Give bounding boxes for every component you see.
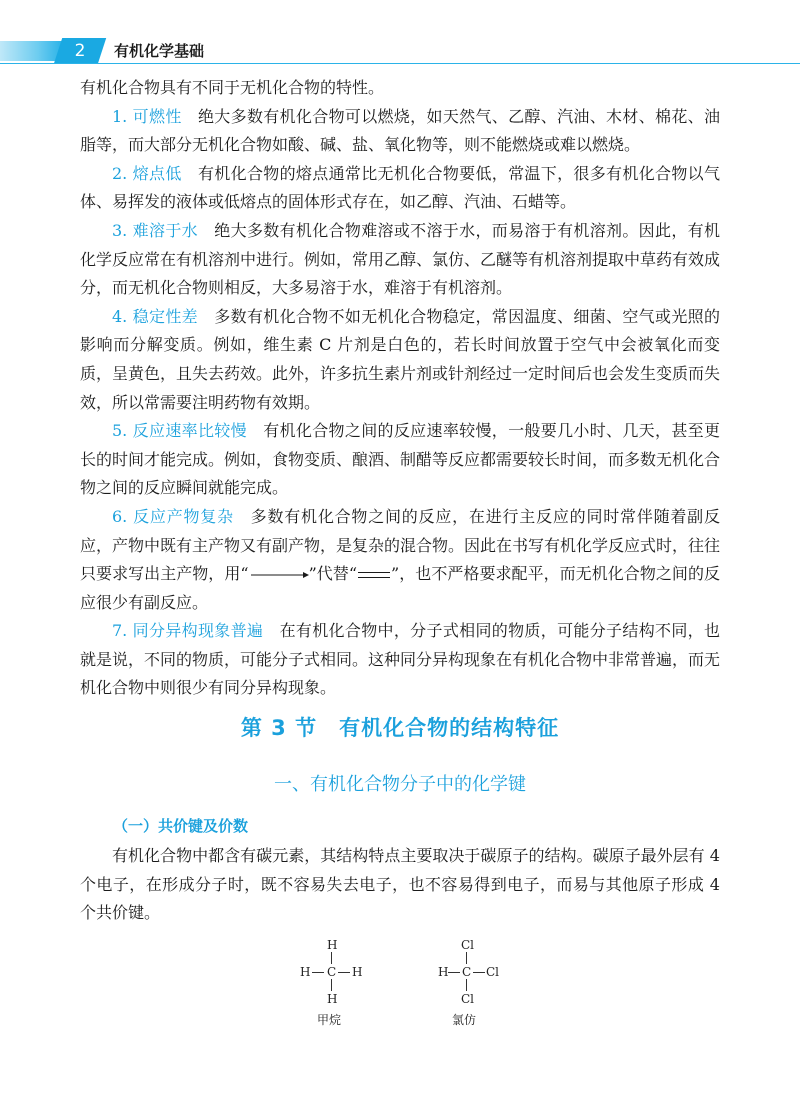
- property-label: 1. 可燃性: [112, 106, 182, 126]
- atom-right: H: [352, 965, 363, 979]
- intro-paragraph: 有机化合物具有不同于无机化合物的特性。: [80, 78, 385, 97]
- book-title: 有机化学基础: [114, 42, 205, 60]
- reaction-arrow-icon: [249, 568, 309, 582]
- page-number-badge: [54, 38, 106, 64]
- atom-bottom: H: [327, 992, 338, 1006]
- bond-line: [448, 972, 460, 973]
- property-label: 4. 稳定性差: [112, 306, 198, 326]
- page-header: [0, 38, 800, 66]
- bond-line: [466, 952, 467, 964]
- property-text: 在有机化合物中，分子式相同的物质，可能分子结构不同，也就是说，不同的物质，可能分子式相同。这种同分异构现象在有机化合物中非常普遍，而无机化合物中则很少有同分异构现象。: [80, 621, 721, 698]
- equals-sign-icon: [357, 570, 391, 580]
- property-paragraph: [80, 617, 720, 703]
- property-paragraph: [80, 160, 720, 217]
- atom-top: H: [327, 938, 338, 952]
- property-label: 3. 难溶于水: [112, 220, 198, 240]
- atom-top: Cl: [461, 938, 475, 952]
- subsection-title: 一、有机化合物分子中的化学键: [274, 774, 526, 795]
- subsubsection-title: （一）共价键及价数: [113, 817, 249, 835]
- atom-left: H: [438, 965, 449, 979]
- atom-left: H: [300, 965, 311, 979]
- methane-structure: [298, 938, 368, 1008]
- chloroform-caption: 氯仿: [452, 1013, 477, 1027]
- header-accent-bar: [0, 41, 62, 61]
- property-text: 多数有机化合物不如无机化合物稳定，常因温度、细菌、空气或光照的影响而分解变质。例如，维生素 C 片剂是白色的，若长时间放置于空气中会被氧化而变质，呈黄色，且失去药效。此外，许多抗生素片剂或针剂经过一定时间后也会发生变质而失效，所以常需要注明药物有效期。: [80, 306, 721, 412]
- properties-section: [80, 74, 720, 703]
- body-paragraph: [80, 842, 720, 928]
- property-paragraph: [80, 503, 720, 617]
- bond-line: [331, 952, 332, 964]
- property-label: 6. 反应产物复杂: [112, 506, 234, 526]
- atom-bottom: Cl: [461, 992, 475, 1006]
- chloroform-structure: [436, 938, 516, 1008]
- property-text: 绝大多数有机化合物难溶或不溶于水，而易溶于有机溶剂。因此，有机化学反应常在有机溶剂中进行。例如，常用乙醇、氯仿、乙醚等有机溶剂提取中草药有效成分，而无机化合物则相反，大多易溶于水，难溶于有机溶剂。: [80, 220, 721, 298]
- property-paragraph: [80, 417, 720, 503]
- property-paragraph: [80, 103, 720, 160]
- methane-caption: 甲烷: [317, 1013, 342, 1027]
- property-paragraph: [80, 303, 720, 417]
- atom-center: C: [462, 965, 472, 979]
- page-number: 2: [74, 41, 86, 61]
- bond-line: [466, 979, 467, 991]
- bond-line: [312, 972, 324, 973]
- header-rule: [0, 63, 800, 64]
- property-text: 有机化合物的熔点通常比无机化合物要低，常温下，很多有机化合物以气体、易挥发的液体或低熔点的固体形式存在，如乙醇、汽油、石蜡等。: [80, 163, 720, 212]
- property-text: 有机化合物之间的反应速率较慢，一般要几小时、几天，甚至更长的时间才能完成。例如，食物变质、酿酒、制醋等反应都需要较长时间，而多数无机化合物之间的反应瞬间就能完成。: [80, 421, 721, 498]
- paragraph-text: 有机化合物中都含有碳元素，其结构特点主要取决于碳原子的结构。碳原子最外层有 4 个电子，在形成分子时，既不容易失去电子，也不容易得到电子，而易与其他原子形成 4 个共价键。: [80, 846, 720, 923]
- bond-line: [473, 972, 485, 973]
- section-title: 第 3 节 有机化合物的结构特征: [240, 716, 560, 740]
- atom-center: C: [327, 965, 337, 979]
- property-label: 2. 熔点低: [112, 163, 182, 183]
- property-text: ”，也不严格要求配平，而无机化合物之间的反应很少有副反应。: [80, 564, 720, 612]
- property-text: 绝大多数有机化合物可以燃烧，如天然气、乙醇、汽油、木材、棉花、油脂等，而大部分无机化合物如酸、碱、盐、氧化物等，则不能燃烧或难以燃烧。: [80, 106, 720, 155]
- property-text: 多数有机化合物之间的反应，在进行主反应的同时常伴随着副反应，产物中既有主产物又有副产物，是复杂的混合物。因此在书写有机化学反应式时，往往只要求写出主产物，用“: [80, 506, 721, 584]
- property-text: ”代替“: [308, 564, 358, 584]
- bond-line: [338, 972, 350, 973]
- atom-right: Cl: [486, 965, 500, 979]
- property-paragraph: [80, 217, 720, 303]
- bond-line: [331, 979, 332, 991]
- property-label: 5. 反应速率比较慢: [112, 421, 247, 441]
- property-label: 7. 同分异构现象普遍: [112, 621, 264, 641]
